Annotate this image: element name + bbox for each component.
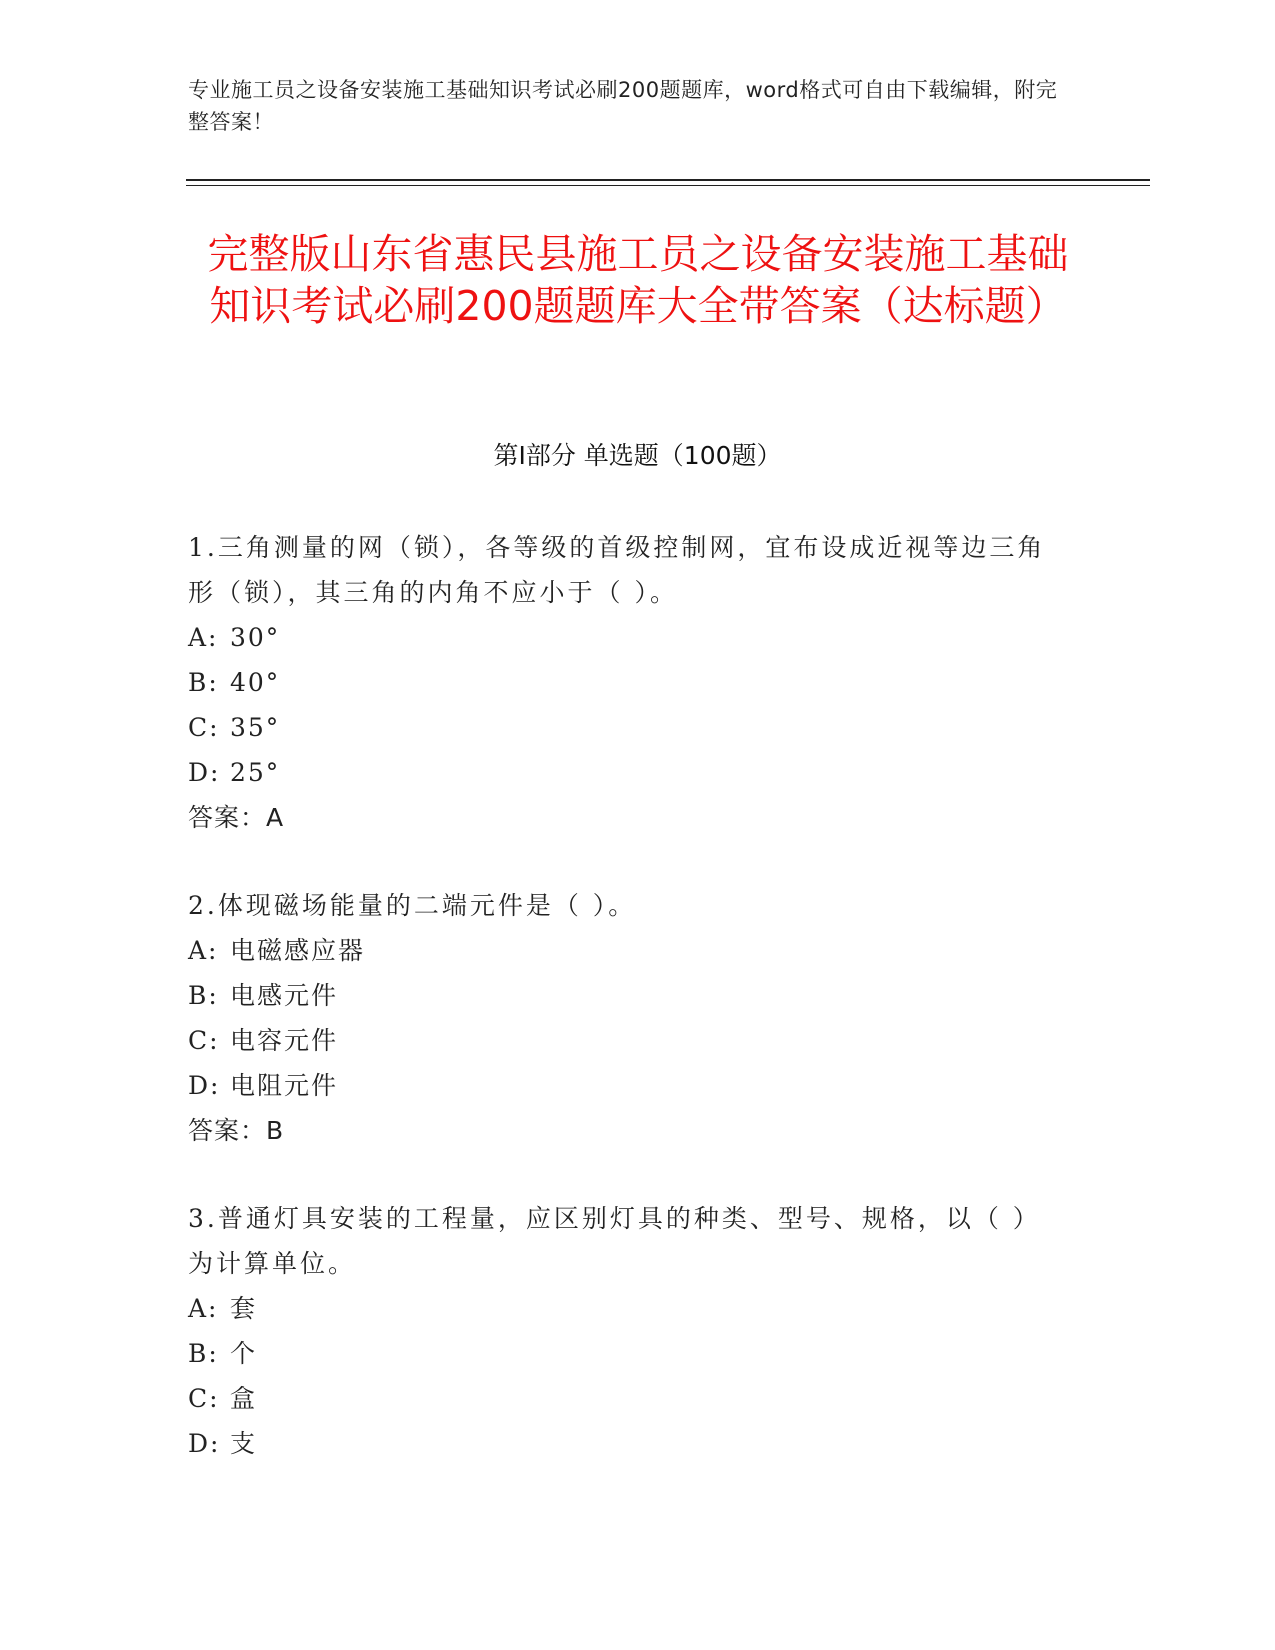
option-text: 40°	[230, 668, 281, 697]
option-key: B:	[188, 668, 219, 697]
section-title: 第Ⅰ部分 单选题（100题）	[493, 441, 782, 470]
option-text: 电容元件	[230, 1026, 339, 1055]
question-option	[188, 615, 1068, 660]
question-option	[188, 1063, 1068, 1108]
option-key: D:	[188, 1429, 221, 1458]
header-divider-thick	[186, 179, 1150, 181]
option-key: C:	[188, 713, 220, 742]
question-answer: 答案：B	[188, 1116, 285, 1145]
option-key: A:	[188, 1294, 219, 1323]
option-key: B:	[188, 1339, 219, 1368]
question-stem: 3.普通灯具安装的工程量，应区别灯具的种类、型号、规格，以（ ）为计算单位。	[188, 1204, 1041, 1278]
option-key: C:	[188, 1384, 220, 1413]
option-text: 30°	[230, 623, 281, 652]
option-text: 套	[230, 1294, 258, 1323]
option-text: 支	[230, 1429, 258, 1458]
option-key: B:	[188, 981, 219, 1010]
option-key: A:	[188, 623, 219, 652]
question-option	[188, 1286, 1068, 1331]
question-option	[188, 750, 1068, 795]
question-option	[188, 928, 1068, 973]
question-option	[188, 705, 1068, 750]
option-text: 电感元件	[230, 981, 339, 1010]
question-stem: 2.体现磁场能量的二端元件是（ ）。	[188, 891, 637, 920]
question-stem: 1.三角测量的网（锁），各等级的首级控制网，宜布设成近视等边三角形（锁），其三角的内角不应小于（ ）。	[188, 533, 1046, 607]
question-item	[188, 1196, 1068, 1466]
option-key: D:	[188, 758, 221, 787]
question-option	[188, 1018, 1068, 1063]
option-text: 电阻元件	[230, 1071, 339, 1100]
option-key: A:	[188, 936, 219, 965]
option-text: 盒	[230, 1384, 258, 1413]
question-item	[188, 883, 1068, 1153]
question-list	[188, 525, 1068, 1509]
header-divider-thin	[186, 185, 1150, 186]
question-option	[188, 1421, 1068, 1466]
question-option	[188, 1331, 1068, 1376]
option-text: 电磁感应器	[230, 936, 366, 965]
question-item	[188, 525, 1068, 840]
header-note: 专业施工员之设备安装施工基础知识考试必刷200题题库，word格式可自由下载编辑，附完整答案！	[188, 78, 1058, 134]
question-option	[188, 1376, 1068, 1421]
document-title: 完整版山东省惠民县施工员之设备安装施工基础知识考试必刷200题题库大全带答案（达标题）	[207, 230, 1069, 330]
option-key: C:	[188, 1026, 220, 1055]
option-text: 35°	[230, 713, 281, 742]
question-answer: 答案：A	[188, 803, 285, 832]
option-text: 个	[230, 1339, 258, 1368]
option-key: D:	[188, 1071, 221, 1100]
option-text: 25°	[230, 758, 281, 787]
question-option	[188, 660, 1068, 705]
question-option	[188, 973, 1068, 1018]
